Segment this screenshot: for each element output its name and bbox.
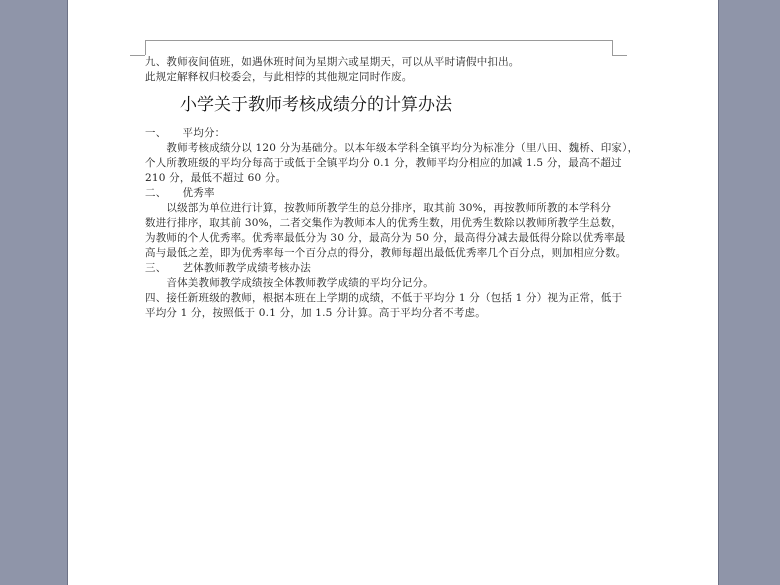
margin-mark-right — [612, 40, 613, 55]
text-line: 四、接任新班级的教师，根据本班在上学期的成绩，不低于平均分 1 分（包括 1 分）视为正常，低于 — [145, 292, 623, 304]
text-line: 教师考核成绩分以 120 分为基础分。以本年级本学科全镇平均分为标准分（里八田、魏桥、印家）， — [145, 142, 639, 154]
margin-mark-top — [145, 40, 613, 41]
text-line: 为教师的个人优秀率。优秀率最低分为 30 分，最高分为 50 分，最高得分减去最低得分除以优秀率最 — [145, 232, 626, 244]
text-line: 此规定解释权归校委会，与此相悖的其他规定同时作废。 — [145, 71, 413, 83]
text-line: 数进行排序，取其前 30%，二者交集作为教师本人的优秀生数，用优秀生数除以教师所教学生总数， — [145, 217, 622, 229]
margin-mark-left — [145, 40, 146, 55]
text-line: 九、教师夜间值班，如遇休班时间为星期六或星期天，可以从平时请假中扣出。 — [145, 56, 520, 68]
text-line: 平均分 1 分，按照低于 0.1 分，加 1.5 分计算。高于平均分者不考虑。 — [145, 307, 486, 319]
text-line: 以级部为单位进行计算，按教师所教学生的总分排序，取其前 30%，再按教师所教的本学科分 — [145, 202, 612, 214]
text-line: 音体美教师教学成绩按全体教师教学成绩的平均分记分。 — [145, 277, 434, 289]
text-line: 一、 平均分： — [145, 127, 226, 139]
margin-mark-right-h — [612, 55, 627, 56]
text-line: 210 分，最低不超过 60 分。 — [145, 172, 287, 184]
text-line: 高与最低之差，即为优秀率每一个百分点的得分，教师每超出最低优秀率几个百分点，则加相应分数。 — [145, 247, 627, 259]
document-title: 小学关于教师考核成绩分的计算办法 — [180, 95, 452, 115]
margin-mark-left-h — [130, 55, 145, 56]
text-line: 三、 艺体教师教学成绩考核办法 — [145, 262, 311, 274]
text-line: 个人所教班级的平均分每高于或低于全镇平均分 0.1 分，教师平均分相应的加减 1.5 分，最高不超过 — [145, 157, 622, 169]
text-line: 二、 优秀率 — [145, 187, 215, 199]
